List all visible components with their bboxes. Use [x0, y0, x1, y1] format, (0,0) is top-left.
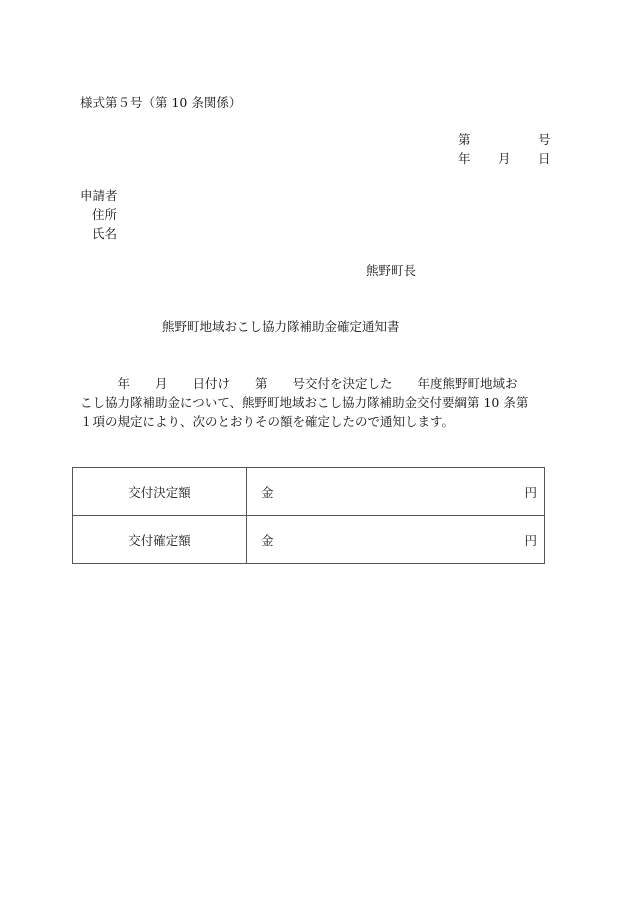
date-month-label: 月 — [498, 151, 511, 166]
confirmed-amount-field — [247, 516, 545, 564]
amount-unit: 円 — [524, 485, 537, 500]
body-paragraph — [80, 374, 550, 431]
table-row — [73, 468, 545, 516]
date-day-label: 日 — [538, 151, 551, 166]
body-line: こし協力隊補助金について、熊野町地域おこし協力隊補助金交付要綱第 10 条第 — [80, 395, 529, 410]
name-label: 氏名 — [92, 226, 118, 241]
document-number-label: 第 — [458, 132, 471, 147]
body-line: １項の規定により、次のとおりその額を確定したので通知します。 — [80, 414, 455, 429]
document-number-suffix: 号 — [538, 132, 551, 147]
date-year-label: 年 — [458, 151, 471, 166]
amount-table — [72, 467, 545, 564]
document-title: 熊野町地域おこし協力隊補助金確定通知書 — [162, 319, 400, 334]
form-number: 様式第５号（第 10 条関係） — [80, 95, 242, 110]
decided-amount-field — [247, 468, 545, 516]
table-row — [73, 516, 545, 564]
amount-unit: 円 — [524, 533, 537, 548]
address-label: 住所 — [92, 207, 118, 222]
confirmed-amount-label: 交付確定額 — [73, 516, 247, 564]
body-line: 年 月 日付け 第 号交付を決定した 年度熊野町地域お — [80, 376, 518, 391]
issuer-name: 熊野町長 — [366, 263, 417, 278]
applicant-label: 申請者 — [80, 188, 118, 203]
amount-prefix: 金 — [261, 485, 274, 500]
decided-amount-label: 交付決定額 — [73, 468, 247, 516]
amount-prefix: 金 — [261, 533, 274, 548]
